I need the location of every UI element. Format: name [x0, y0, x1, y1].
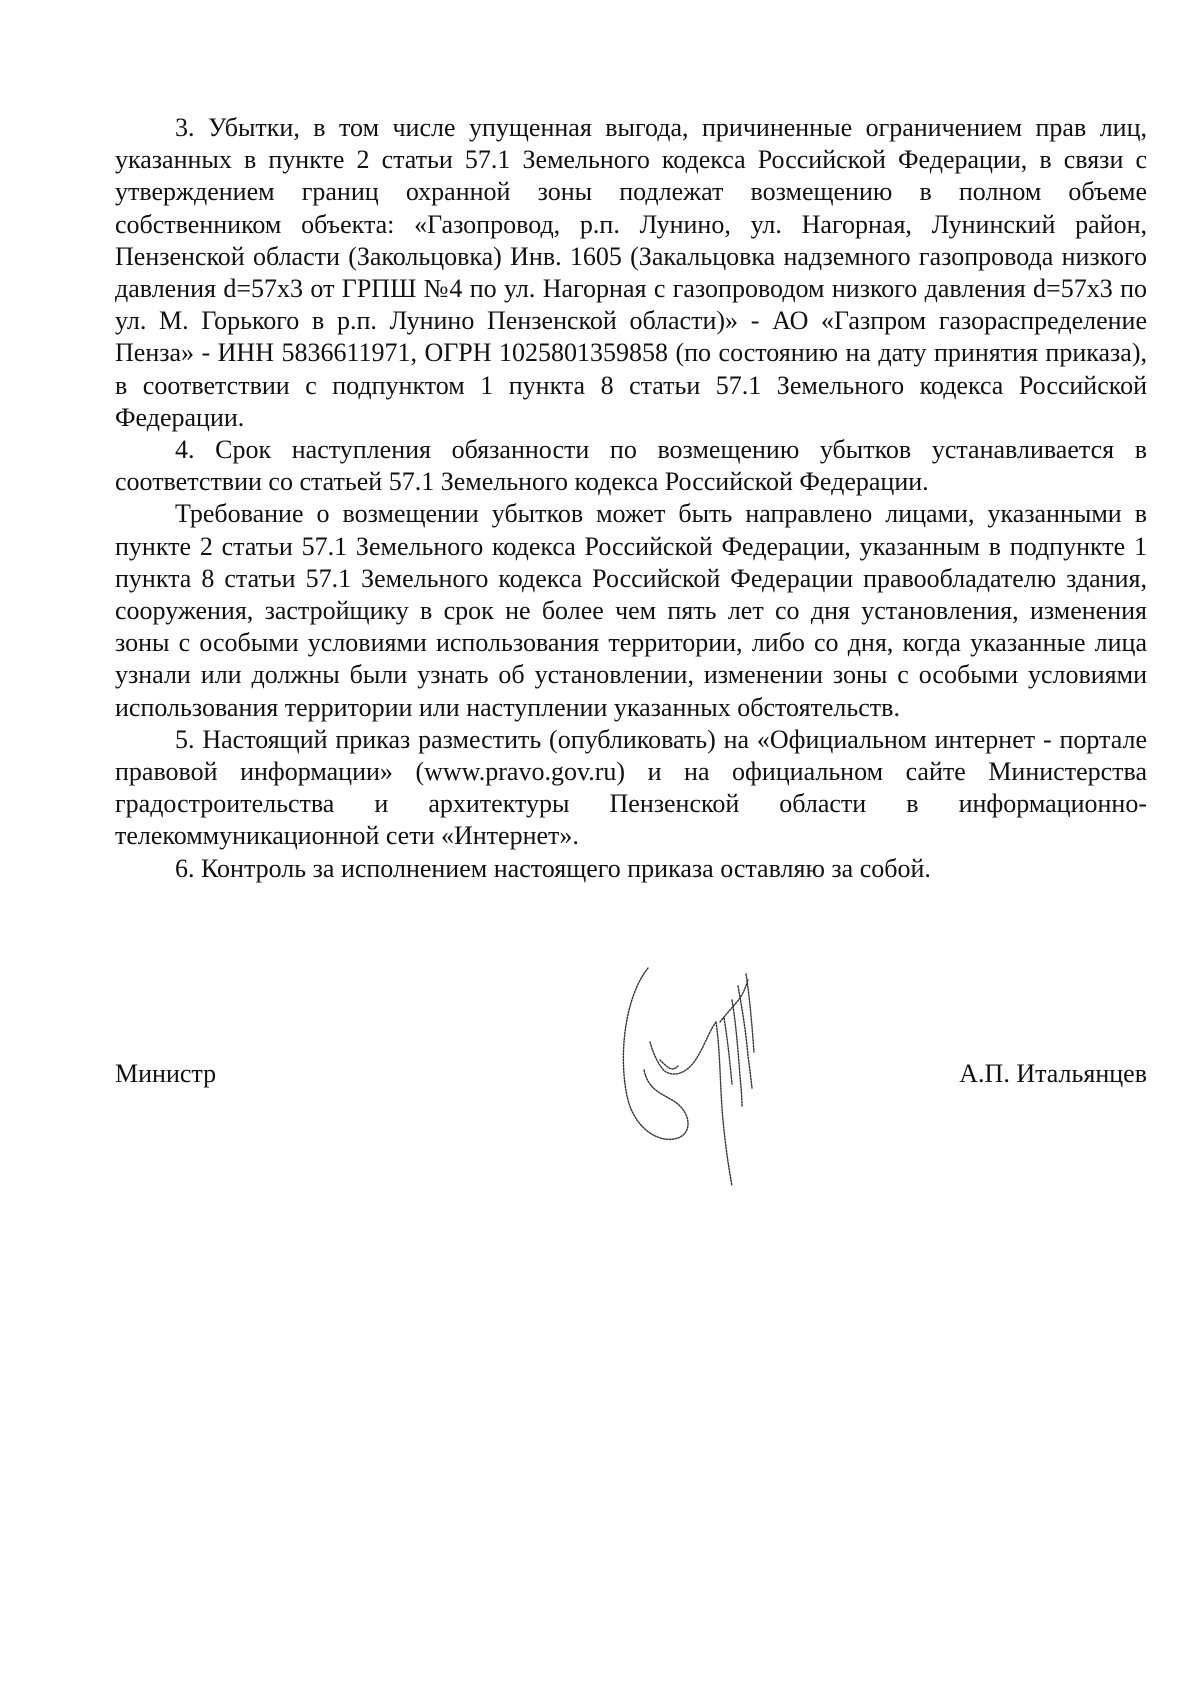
document-body [115, 112, 1147, 885]
paragraph-claim-requirement: Требование о возмещении убытков может быть направлено лицами, указанными в пункте 2 статьи 57.1 Земельного кодекса Российской Федерации, указанным в подпункте 1 пункта 8 статьи 57.1 Земельного кодекса Российской Федерации правообладателю здания, сооружения, застройщику в срок не более чем пять лет со дня установления, изменения зоны с особыми условиями использования территории, либо со дня, когда указанные лица узнали или должны были узнать об установлении, изменении зоны с особыми условиями использования территории или наступлении указанных обстоятельств. [115, 499, 1147, 722]
paragraph-item-4: 4. Срок наступления обязанности по возмещению убытков устанавливается в соответствии со статьей 57.1 Земельного кодекса Российской Федерации. [115, 435, 1147, 497]
signatory-name: А.П. Итальянцев [959, 1059, 1147, 1088]
paragraph-item-6: 6. Контроль за исполнением настоящего приказа оставляю за собой. [175, 853, 931, 883]
handwritten-signature [620, 960, 800, 1200]
paragraph-item-5: 5. Настоящий приказ разместить (опубликовать) на «Официальном интернет - портале правовой информации» (www.pravo.gov.ru) и на официальном сайте Министерства градостроительства и архитектуры Пензенской области в информационно-телекоммуникационной сети «Интернет». [115, 724, 1147, 851]
signatory-title: Министр [115, 1059, 217, 1088]
paragraph-item-3: 3. Убытки, в том числе упущенная выгода, причиненные ограничением прав лиц, указанных в пункте 2 статьи 57.1 Земельного кодекса Российской Федерации, в связи с утверждением границ охранной зоны подлежат возмещению в полном объеме собственником объекта: «Газопровод, р.п. Лунино, ул. Нагорная, Лунинский район, Пензенской области (Закольцовка) Инв. 1605 (Закальцовка надземного газопровода низкого давления d=57x3 от ГРПШ №4 по ул. Нагорная с газопроводом низкого давления d=57x3 по ул. М. Горького в р.п. Лунино Пензенской области)» - АО «Газпром газораспределение Пенза» - ИНН 5836611971, ОГРН 1025801359858 (по состоянию на дату принятия приказа), в соответствии с подпунктом 1 пункта 8 статьи 57.1 Земельного кодекса Российской Федерации. [115, 113, 1147, 432]
